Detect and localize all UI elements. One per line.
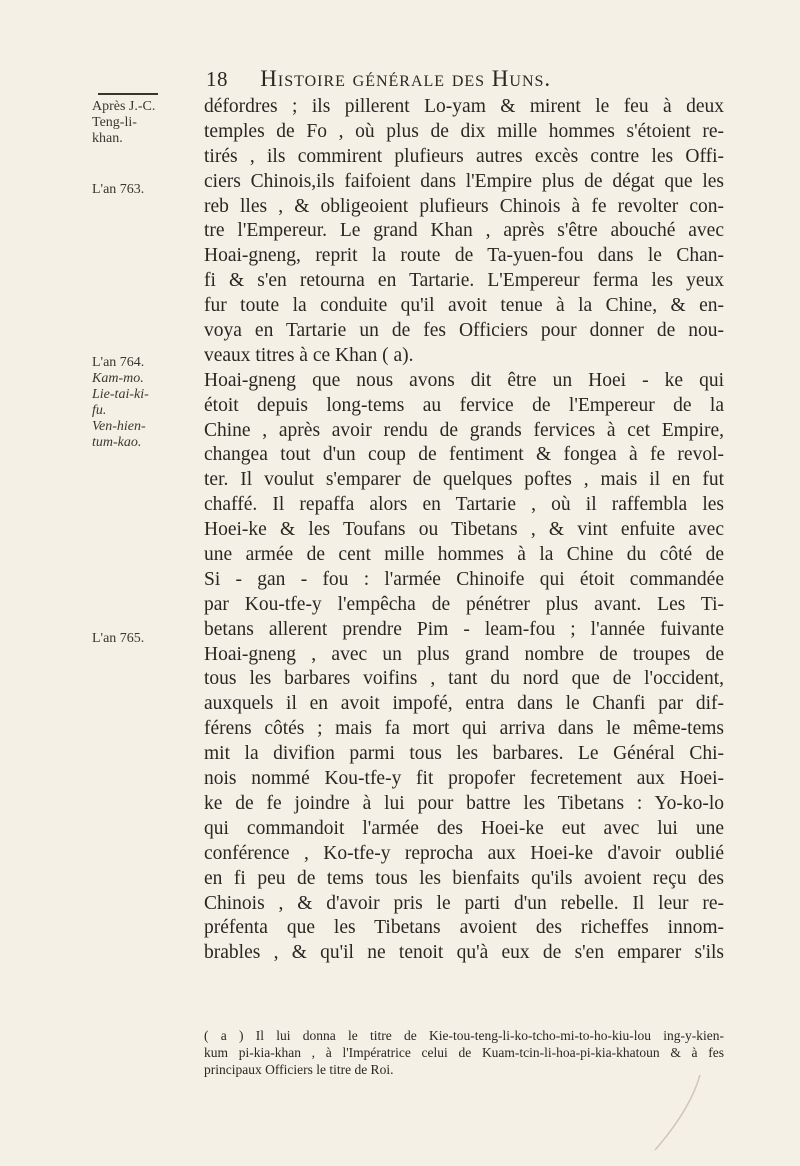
body-line: en fi peu de tems tous les bienfaits qu'ils avoient reçu des xyxy=(204,867,724,889)
margin-note-line: L'an 764. xyxy=(92,355,145,370)
body-line: ter. Il voulut s'emparer de quelques poftes , mais il en fut xyxy=(204,469,724,491)
body-line: changea tout d'un coup de fentiment & fongea à fe revol- xyxy=(204,444,724,466)
body-line: fi & s'en retourna en Tartarie. L'Empereur ferma les yeux xyxy=(204,270,724,292)
margin-note-source: Kam-mo. xyxy=(92,371,144,386)
body-line: Chinois , & d'avoir pris le parti d'un rebelle. Il leur re- xyxy=(204,892,724,914)
body-line: tirés , ils commirent plufieurs autres excès contre les Offi- xyxy=(204,145,724,167)
body-line: fur toute la conduite qu'il avoit tenue à la Chine, & en- xyxy=(204,295,724,317)
body-line: tous les barbares voifins , tant du nord que de l'occident, xyxy=(204,668,724,690)
body-line: ciers Chinois,ils faifoient dans l'Empire plus de dégat que les xyxy=(204,170,724,192)
body-line: veaux titres à ce Khan ( a). xyxy=(204,344,414,366)
margin-note-line: L'an 763. xyxy=(92,182,145,197)
body-line: Si - gan - fou : l'armée Chinoife qui étoit commandée xyxy=(204,568,724,590)
footnote-line: principaux Officiers le titre de Roi. xyxy=(204,1062,394,1077)
footnote-line: kum pi-kia-khan , à l'Impératrice celui de Kuam-tcin-li-hoa-pi-kia-khatoun & à fes xyxy=(204,1045,724,1060)
body-line: qui commandoit l'armée des Hoei-ke eut avec lui une xyxy=(204,817,724,839)
body-line: reb lles , & obligeoient plufieurs Chinois à fe revolter con- xyxy=(204,195,724,217)
body-line: Hoai-gneng , avec un plus grand nombre de troupes de xyxy=(204,643,724,665)
body-line: par Kou-tfe-y l'empêcha de pénétrer plus avant. Les Ti- xyxy=(204,593,724,615)
body-line: ke de fe joindre à lui pour battre les Tibetans : Yo-ko-lo xyxy=(204,792,724,814)
body-line: chaffé. Il repaffa alors en Tartarie , où il raffembla les xyxy=(204,494,724,516)
margin-note-line: L'an 765. xyxy=(92,631,145,646)
margin-note-source: Lie-tai-ki- xyxy=(92,387,149,402)
body-line: une armée de cent mille hommes à la Chine du côté de xyxy=(204,544,724,566)
body-line: Chine , après avoir rendu de grands fervices à cet Empire, xyxy=(204,419,724,441)
body-line: nois nommé Kou-tfe-y fit propofer fecretement aux Hoei- xyxy=(204,768,724,790)
body-line: temples de Fo , où plus de dix mille hommes s'étoient re- xyxy=(204,120,724,142)
body-line: voya en Tartarie un de fes Officiers pour donner de nou- xyxy=(204,320,724,342)
body-line: conférence , Ko-tfe-y reprocha aux Hoei-ke d'avoir oublié xyxy=(204,842,724,864)
margin-note-source: fu. xyxy=(92,403,107,418)
body-line: étoit depuis long-tems au fervice de l'Empereur de la xyxy=(204,394,724,416)
body-line: auxquels il en avoit impofé, entra dans le Chanfi par dif- xyxy=(204,693,724,715)
margin-note-line: Teng-li- xyxy=(92,115,137,130)
running-title: Histoire générale des Huns. xyxy=(260,66,552,91)
body-line: betans allerent prendre Pim - leam-fou ; l'année fuivante xyxy=(204,618,724,640)
body-line: Hoei-ke & les Toufans ou Tibetans , & vint enfuite avec xyxy=(204,519,724,541)
body-line: défordres ; ils pillerent Lo-yam & mirent le feu à deux xyxy=(204,96,724,117)
margin-note-source: Ven-hien- xyxy=(92,419,146,434)
margin-note-source: tum-kao. xyxy=(92,435,142,450)
body-line: brables , & qu'il ne tenoit qu'à eux de s'en emparer s'ils xyxy=(204,942,724,964)
body-line: Hoai-gneng, reprit la route de Ta-yuen-fou dans le Chan- xyxy=(204,245,724,267)
page-number: 18 xyxy=(206,67,228,91)
margin-note-line: khan. xyxy=(92,131,123,146)
margin-note-line: Après J.-C. xyxy=(92,99,156,114)
body-line: mit la divifion parmi tous les barbares. Le Général Chi- xyxy=(204,743,724,765)
body-line: férens côtés ; mais fa mort qui arriva dans le même-tems xyxy=(204,718,724,740)
body-line: Hoai-gneng que nous avons dit être un Hoei - ke qui xyxy=(204,369,724,391)
body-line: préfenta que les Tibetans avoient des richeffes innom- xyxy=(204,917,724,939)
body-line: tre l'Empereur. Le grand Khan , après s'être abouché avec xyxy=(204,220,724,242)
footnote-line: ( a ) Il lui donna le titre de Kie-tou-teng-li-ko-tcho-mi-to-ho-kiu-lou ing-y-kien- xyxy=(204,1028,724,1043)
